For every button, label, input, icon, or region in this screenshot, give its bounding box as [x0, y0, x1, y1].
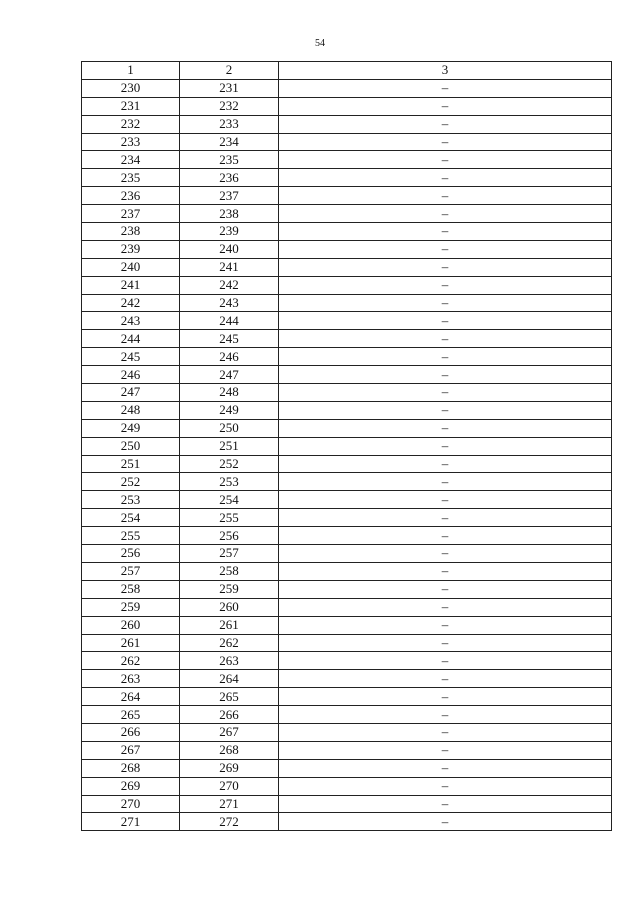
table-row [82, 491, 612, 509]
table-cell-col-1: 242 [82, 294, 180, 312]
table-cell-col-3: – [279, 545, 612, 563]
table-row [82, 741, 612, 759]
column-header-1: 1 [82, 62, 180, 80]
table-cell-col-3: – [279, 562, 612, 580]
table-cell-col-2: 261 [180, 616, 279, 634]
table-cell-col-2: 251 [180, 437, 279, 455]
table-cell-col-2: 252 [180, 455, 279, 473]
table-cell-col-1: 262 [82, 652, 180, 670]
table-cell-col-2: 241 [180, 258, 279, 276]
table-cell-col-2: 240 [180, 240, 279, 258]
table-cell-col-3: – [279, 759, 612, 777]
table-cell-col-1: 250 [82, 437, 180, 455]
table-cell-col-1: 232 [82, 115, 180, 133]
table-header [82, 62, 612, 80]
table-cell-col-2: 263 [180, 652, 279, 670]
table-cell-col-3: – [279, 348, 612, 366]
table-row [82, 509, 612, 527]
table-cell-col-1: 255 [82, 527, 180, 545]
table-cell-col-3: – [279, 276, 612, 294]
table-cell-col-1: 235 [82, 169, 180, 187]
table-row [82, 562, 612, 580]
table-row [82, 348, 612, 366]
table-cell-col-1: 258 [82, 580, 180, 598]
table-cell-col-1: 257 [82, 562, 180, 580]
table-cell-col-3: – [279, 205, 612, 223]
table-cell-col-1: 244 [82, 330, 180, 348]
table-cell-col-2: 231 [180, 79, 279, 97]
table-cell-col-2: 253 [180, 473, 279, 491]
table-cell-col-3: – [279, 670, 612, 688]
table-cell-col-3: – [279, 473, 612, 491]
table-cell-col-3: – [279, 223, 612, 241]
table-cell-col-1: 231 [82, 97, 180, 115]
table-row [82, 401, 612, 419]
page-number: 54 [315, 38, 325, 49]
column-header-3: 3 [279, 62, 612, 80]
table-row [82, 133, 612, 151]
table-cell-col-1: 271 [82, 813, 180, 831]
table-row [82, 366, 612, 384]
table-cell-col-1: 248 [82, 401, 180, 419]
table-cell-col-3: – [279, 419, 612, 437]
table-cell-col-1: 260 [82, 616, 180, 634]
table-cell-col-3: – [279, 401, 612, 419]
table-cell-col-3: – [279, 777, 612, 795]
table-row [82, 187, 612, 205]
table-row [82, 455, 612, 473]
table-cell-col-2: 249 [180, 401, 279, 419]
table-row [82, 723, 612, 741]
table-row [82, 670, 612, 688]
table-row [82, 151, 612, 169]
table-cell-col-1: 269 [82, 777, 180, 795]
table-cell-col-1: 230 [82, 79, 180, 97]
table-cell-col-3: – [279, 616, 612, 634]
table-row [82, 115, 612, 133]
table-row [82, 706, 612, 724]
table-cell-col-1: 240 [82, 258, 180, 276]
table-cell-col-1: 261 [82, 634, 180, 652]
table-cell-col-2: 232 [180, 97, 279, 115]
table-cell-col-1: 256 [82, 545, 180, 563]
table-row [82, 473, 612, 491]
table-cell-col-2: 248 [180, 384, 279, 402]
table-cell-col-2: 247 [180, 366, 279, 384]
table-cell-col-3: – [279, 133, 612, 151]
table-row [82, 330, 612, 348]
table-row [82, 384, 612, 402]
table-cell-col-3: – [279, 598, 612, 616]
table-cell-col-2: 237 [180, 187, 279, 205]
table-cell-col-3: – [279, 455, 612, 473]
table-cell-col-1: 247 [82, 384, 180, 402]
table-cell-col-1: 243 [82, 312, 180, 330]
table-row [82, 437, 612, 455]
table-cell-col-2: 256 [180, 527, 279, 545]
table-cell-col-1: 259 [82, 598, 180, 616]
table-cell-col-3: – [279, 151, 612, 169]
table-cell-col-1: 265 [82, 706, 180, 724]
table-row [82, 652, 612, 670]
table-cell-col-3: – [279, 294, 612, 312]
table-cell-col-3: – [279, 187, 612, 205]
table-cell-col-3: – [279, 652, 612, 670]
table-cell-col-2: 257 [180, 545, 279, 563]
table-cell-col-2: 245 [180, 330, 279, 348]
table-cell-col-1: 264 [82, 688, 180, 706]
table-cell-col-3: – [279, 79, 612, 97]
table-row [82, 813, 612, 831]
table-row [82, 598, 612, 616]
data-table [81, 61, 612, 831]
table-cell-col-3: – [279, 169, 612, 187]
table-row [82, 97, 612, 115]
table-cell-col-2: 265 [180, 688, 279, 706]
table-cell-col-1: 267 [82, 741, 180, 759]
table-cell-col-1: 270 [82, 795, 180, 813]
table-cell-col-2: 236 [180, 169, 279, 187]
table-row [82, 276, 612, 294]
table-cell-col-2: 242 [180, 276, 279, 294]
table-row [82, 634, 612, 652]
column-header-2: 2 [180, 62, 279, 80]
table-cell-col-2: 269 [180, 759, 279, 777]
table-row [82, 312, 612, 330]
table-row [82, 580, 612, 598]
table-cell-col-1: 251 [82, 455, 180, 473]
table-row [82, 223, 612, 241]
table-cell-col-2: 243 [180, 294, 279, 312]
table-cell-col-1: 237 [82, 205, 180, 223]
table-cell-col-1: 236 [82, 187, 180, 205]
table-cell-col-1: 268 [82, 759, 180, 777]
table-row [82, 258, 612, 276]
table-cell-col-3: – [279, 706, 612, 724]
table-cell-col-1: 233 [82, 133, 180, 151]
table-row [82, 777, 612, 795]
table-cell-col-2: 260 [180, 598, 279, 616]
table-cell-col-1: 252 [82, 473, 180, 491]
table-cell-col-3: – [279, 258, 612, 276]
table-cell-col-2: 266 [180, 706, 279, 724]
table-row [82, 294, 612, 312]
table-row [82, 795, 612, 813]
table-cell-col-3: – [279, 115, 612, 133]
table-row [82, 79, 612, 97]
table-row [82, 688, 612, 706]
table-cell-col-3: – [279, 580, 612, 598]
table-cell-col-3: – [279, 688, 612, 706]
table-cell-col-2: 235 [180, 151, 279, 169]
table-cell-col-3: – [279, 527, 612, 545]
table-cell-col-2: 255 [180, 509, 279, 527]
table-row [82, 616, 612, 634]
table-cell-col-2: 258 [180, 562, 279, 580]
table-cell-col-2: 246 [180, 348, 279, 366]
table-cell-col-2: 233 [180, 115, 279, 133]
table-row [82, 205, 612, 223]
table-cell-col-2: 239 [180, 223, 279, 241]
table-cell-col-3: – [279, 813, 612, 831]
table-cell-col-3: – [279, 491, 612, 509]
table-row [82, 527, 612, 545]
table-cell-col-3: – [279, 509, 612, 527]
table-cell-col-1: 245 [82, 348, 180, 366]
table-cell-col-1: 246 [82, 366, 180, 384]
table-cell-col-1: 241 [82, 276, 180, 294]
table-cell-col-3: – [279, 97, 612, 115]
table-cell-col-1: 254 [82, 509, 180, 527]
table-row [82, 419, 612, 437]
table-cell-col-2: 250 [180, 419, 279, 437]
table-cell-col-2: 262 [180, 634, 279, 652]
table-cell-col-2: 244 [180, 312, 279, 330]
table-cell-col-3: – [279, 240, 612, 258]
table-cell-col-3: – [279, 437, 612, 455]
table-cell-col-1: 239 [82, 240, 180, 258]
table-row [82, 759, 612, 777]
table-row [82, 169, 612, 187]
table-cell-col-1: 266 [82, 723, 180, 741]
table-cell-col-3: – [279, 795, 612, 813]
table-cell-col-2: 254 [180, 491, 279, 509]
table-cell-col-2: 234 [180, 133, 279, 151]
table-cell-col-2: 238 [180, 205, 279, 223]
table-cell-col-3: – [279, 366, 612, 384]
header-row [82, 62, 612, 80]
table-row [82, 545, 612, 563]
table-cell-col-2: 272 [180, 813, 279, 831]
table-cell-col-2: 264 [180, 670, 279, 688]
table-cell-col-3: – [279, 723, 612, 741]
table-cell-col-3: – [279, 330, 612, 348]
table-cell-col-1: 238 [82, 223, 180, 241]
table-cell-col-1: 234 [82, 151, 180, 169]
table-cell-col-1: 249 [82, 419, 180, 437]
table-body [82, 79, 612, 830]
table-cell-col-3: – [279, 384, 612, 402]
table-cell-col-3: – [279, 634, 612, 652]
table-cell-col-2: 271 [180, 795, 279, 813]
table-cell-col-1: 263 [82, 670, 180, 688]
table-cell-col-3: – [279, 312, 612, 330]
table-row [82, 240, 612, 258]
table-cell-col-2: 259 [180, 580, 279, 598]
table-cell-col-2: 267 [180, 723, 279, 741]
table-cell-col-2: 268 [180, 741, 279, 759]
table-cell-col-1: 253 [82, 491, 180, 509]
table-cell-col-2: 270 [180, 777, 279, 795]
table-cell-col-3: – [279, 741, 612, 759]
